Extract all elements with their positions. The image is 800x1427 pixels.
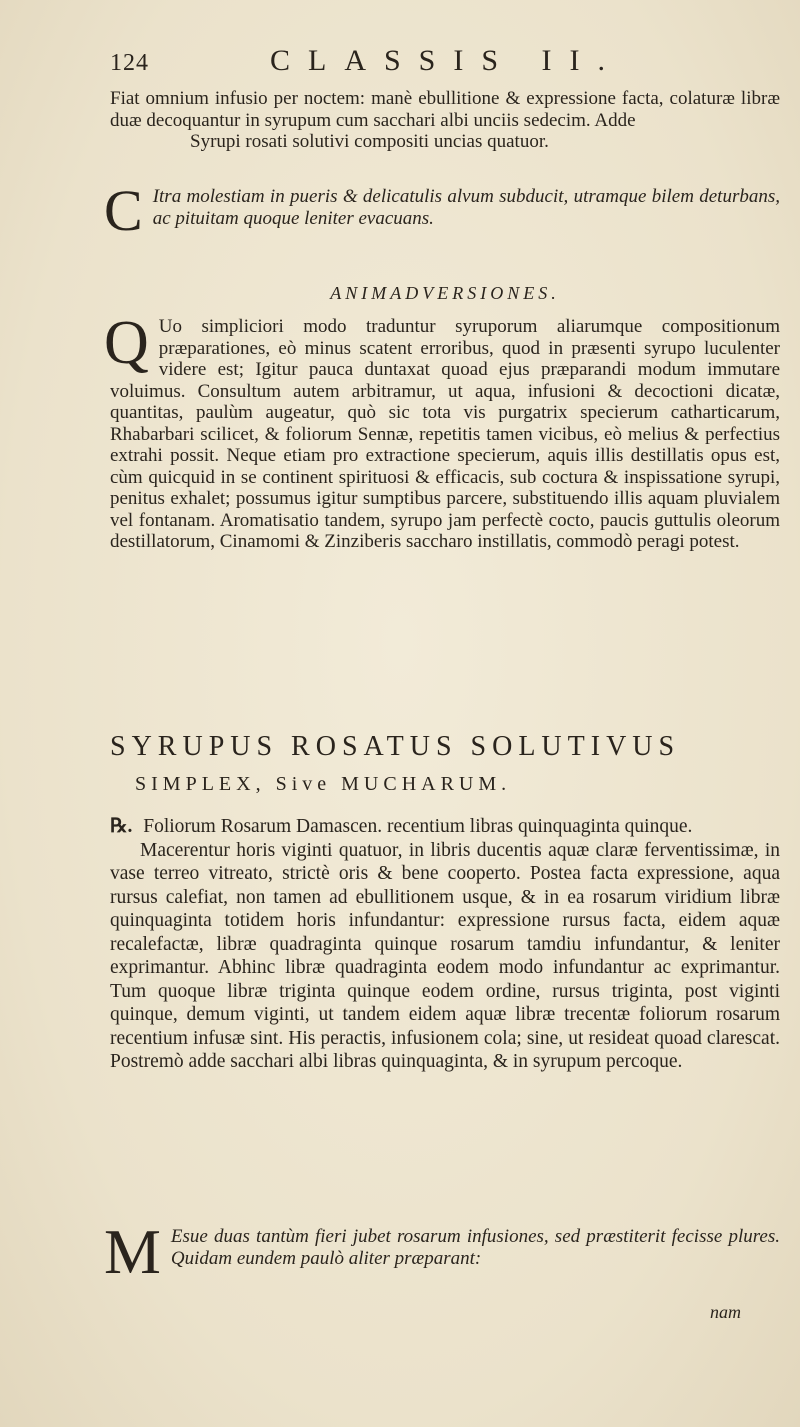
formula-continuation [110, 88, 780, 153]
drop-cap-initial: Q [104, 309, 149, 377]
recipe-title: SYRUPUS ROSATUS SOLUTIVUS [110, 731, 681, 762]
note-infusions [104, 1216, 780, 1287]
animadversiones-text: Uo simpliciori modo traduntur syruporum aliarumque compositionum præparationes, eò minus scatent erroribus, quod in præsenti syrupo luculenter videre est; Igitur pauca duntaxat quoad ejus præparandi modum immutare voluimus. Consultum autem arbitramur, ut aqua, infusioni & decoctioni dicatæ, quantitas, paulùm augeatur, quò sic tota vis purgatrix specierum catharticarum, Rhabarbari scilicet, & foliorum Sennæ, repetitis tamen vicibus, eò melius & perfectius extrahi possit. Neque etiam pro extractione specierum, aquis illis destillatis opus est, cùm quicquid in se continent spirituosi & efficacis, sub coctura & inspissatione syrupi, penitus exhalet; possumus igitur sumptibus parcere, substituendo illis aquam pluvialem vel fontanam. Aromatisatio tandem, syrupo jam perfectè cocto, paucis guttulis oleorum destillatorum, Cinamomi & Zinziberis saccharo instillatis, commodò peragi potest. [110, 316, 780, 552]
page-number: 124 [110, 50, 149, 76]
catchword: nam [710, 1302, 741, 1322]
animadversiones-paragraph [104, 309, 780, 553]
recipe-subtitle: SIMPLEX, Sive MUCHARUM. [135, 773, 512, 795]
note-text: Esue duas tantùm fieri jubet rosarum infusiones, sed præstiterit fecisse plures. Quidam eundem paulò aliter præparant: [170, 1226, 780, 1269]
formula-ingredient: Syrupi rosati solutivi compositi uncias quatuor. [190, 131, 549, 152]
formula-paragraph: Fiat omnium infusio per noctem: manè ebullitione & expressione facta, colaturæ libræ duæ decoquantur in syrupum cum sacchari albi unciis sedecim. Adde [110, 88, 780, 131]
recipe-symbol-icon: ℞. [110, 816, 133, 837]
section-heading: ANIMADVERSIONES. [330, 283, 560, 303]
recipe-instructions: Macerentur horis viginti quatuor, in libris ducentis aquæ claræ ferventissimæ, in vase terreo vitreato, strictè oris & bene cooperto. Postea facta expressione, aqua rursus calefiat, non tamen ad ebullitionem usque, & in ea rosarum viridium libræ quinquaginta totidem horis infundantur: expressione rursus facta, eidem aquæ recalefactæ, libræ quadraginta quinque rosarum tamdiu infundantur, & leniter exprimantur. Abhinc libræ quadraginta eodem modo infundantur ac exprimantur. Tum quoque libræ triginta quinque eodem ordine, rursus triginta, post viginti quinque, demum viginti, ut tandem eidem aquæ libræ trecentæ foliorum rosarum recentium infusæ sint. His peractis, infusionem cola; sine, ut resideat quoad clarescat. Postremò adde sacchari albi libras quinquaginta, & in syrupum percoque. [110, 839, 780, 1072]
note-text: Itra molestiam in pueris & delicatulis alvum subducit, utramque bilem deturbans, ac pituitam quoque leniter evacuans. [152, 186, 780, 229]
note-virtues [104, 178, 780, 243]
drop-cap-initial: M [104, 1216, 161, 1287]
recipe-body [110, 815, 780, 1074]
recipe-first-line: Foliorum Rosarum Damascen. recentium libras quinquaginta quinque. [143, 816, 693, 837]
running-title: CLASSIS II. [270, 44, 624, 77]
page-header [110, 44, 710, 84]
drop-cap-initial: C [104, 178, 143, 243]
